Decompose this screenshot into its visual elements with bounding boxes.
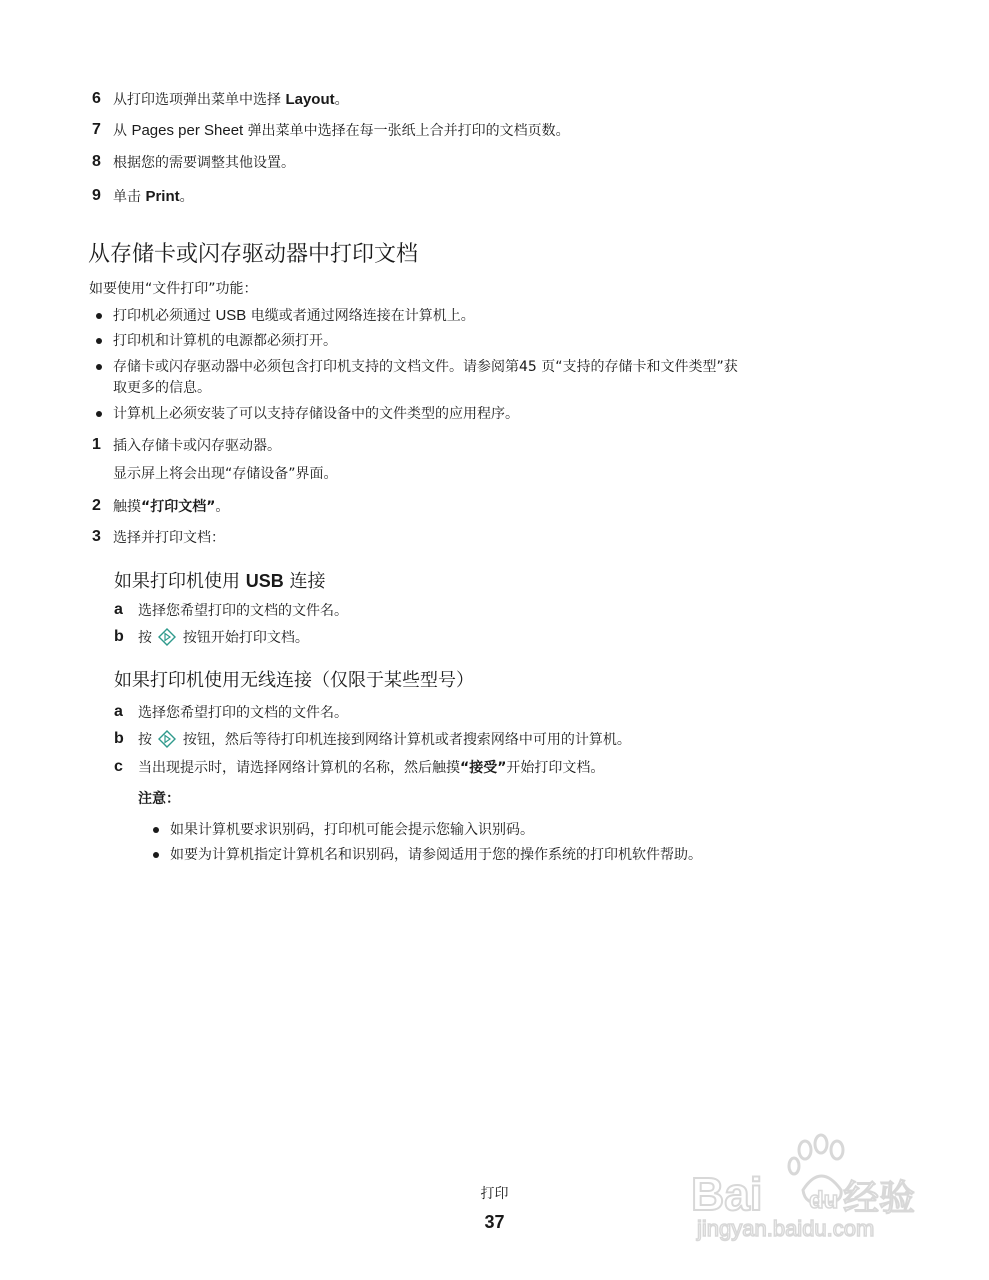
substep-letter: a [114,601,123,618]
note-text: 如果计算机要求识别码，打印机可能会提示您输入识别码。 [170,822,534,838]
footer-section-name: 打印 [480,1186,509,1202]
step-text: 从打印选项弹出菜单中选择 Layout。 [113,91,349,108]
step-subtext: 显示屏上将会出现“存储设备”界面。 [113,466,338,482]
substep-letter: c [114,758,123,775]
bullet-text: 打印机必须通过 USB 电缆或者通过网络连接在计算机上。 [113,307,475,324]
substep-text: 选择您希望打印的文档的文件名。 [138,603,348,619]
bullet-text-continued: 取更多的信息。 [113,380,211,396]
step-number: 9 [92,187,101,204]
step-text: 触摸“打印文档”。 [113,499,230,515]
substep-text: 按 按钮，然后等待打印机连接到网络计算机或者搜索网络中可用的计算机。 [138,732,631,748]
bullet-dot [96,364,102,370]
step-number: 2 [92,497,101,514]
note-text: 如要为计算机指定计算机名和识别码，请参阅适用于您的操作系统的打印机软件帮助。 [170,847,702,863]
bullet-dot [96,338,102,344]
substep-text: 选择您希望打印的文档的文件名。 [138,705,348,721]
svg-text:经验: 经验 [843,1178,916,1219]
start-diamond-icon [158,730,176,748]
step-text: 选择并打印文档： [113,530,225,546]
svg-text:jingyan.baidu.com: jingyan.baidu.com [697,1216,875,1241]
substep-letter: a [114,703,123,720]
step-text: 单击 Print。 [113,188,194,205]
section-intro: 如要使用“文件打印”功能： [89,281,258,297]
substep-letter: b [114,730,124,747]
step-number: 8 [92,153,101,170]
svg-text:Bai: Bai [691,1168,763,1220]
substep-letter: b [114,628,124,645]
step-text: 从 Pages per Sheet 弹出菜单中选择在每一张纸上合并打印的文档页数。 [113,122,570,139]
svg-text:du: du [809,1187,839,1214]
bullet-dot [96,313,102,319]
step-number: 6 [92,90,101,107]
step-number: 3 [92,528,101,545]
section-title: 从存储卡或闪存驱动器中打印文档 [88,242,419,267]
bullet-dot [96,411,102,417]
note-label: 注意： [138,791,180,807]
bullet-dot [153,852,159,858]
bullet-text: 计算机上必须安装了可以支持存储设备中的文件类型的应用程序。 [113,406,519,422]
substep-text: 按 按钮开始打印文档。 [138,630,309,646]
step-number: 7 [92,121,101,138]
baidu-jingyan-watermark [683,1122,933,1242]
step-text: 插入存储卡或闪存驱动器。 [113,438,281,454]
step-number: 1 [92,436,101,453]
usb-heading: 如果打印机使用 USB 连接 [114,571,326,592]
bullet-dot [153,827,159,833]
step-text: 根据您的需要调整其他设置。 [113,155,295,171]
substep-text: 当出现提示时，请选择网络计算机的名称，然后触摸“接受”开始打印文档。 [138,760,605,776]
start-diamond-icon [158,628,176,646]
bullet-text: 存储卡或闪存驱动器中必须包含打印机支持的文档文件。请参阅第45 页“支持的存储卡和文件类型”获 [113,359,738,375]
bullet-text: 打印机和计算机的电源都必须打开。 [113,333,337,349]
page-number: 37 [484,1212,505,1232]
wireless-heading: 如果打印机使用无线连接（仅限于某些型号） [114,670,474,691]
